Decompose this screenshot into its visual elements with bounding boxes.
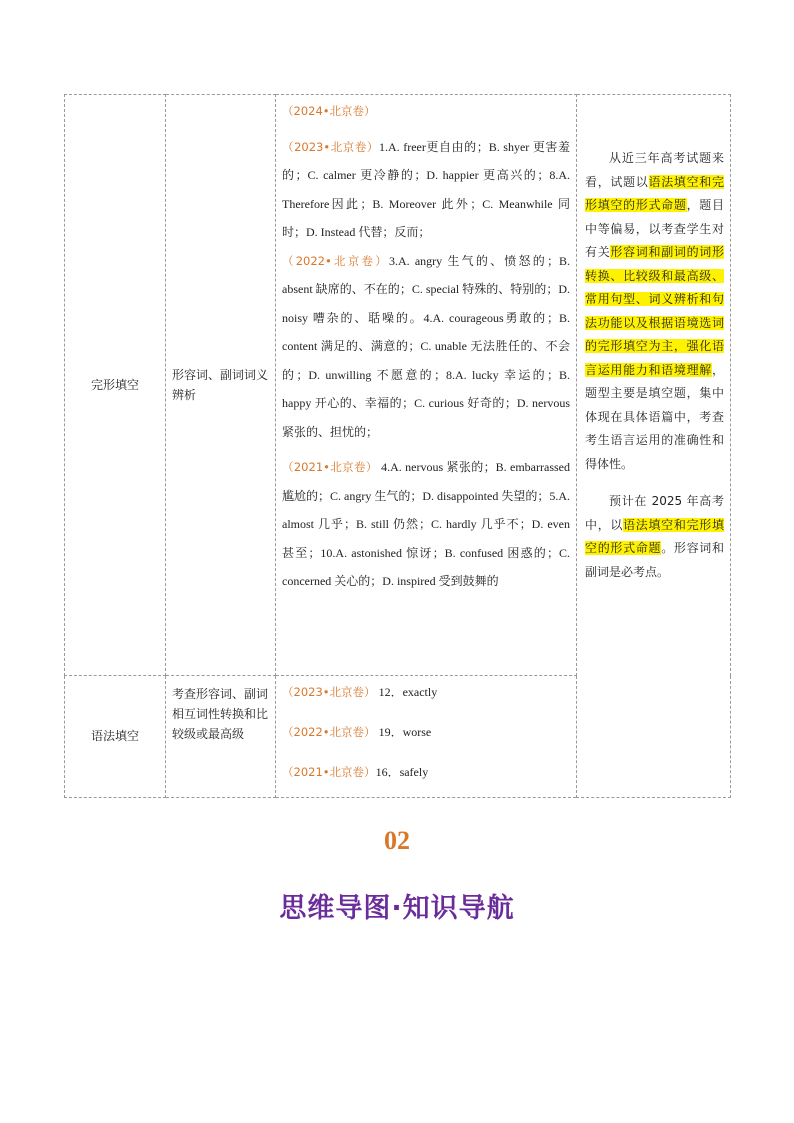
example-entry: （2023•北京卷）1.A. freer更自由的；B. shyer 更害羞的；C. calmer 更冷静的；D. happier 更高兴的；8.A. Therefore因此；B. Moreover 此外；C. Meanwhile 同时；D. Instead 代替；反而；	[282, 139, 570, 239]
example-entry: （2021•北京卷）16．safely	[282, 765, 429, 779]
example-entry: （2022•北京卷）3.A. angry 生气的、愤怒的；B. absent 缺席的、不在的；C. special 特殊的、特别的；D. noisy 嘈杂的、聒噪的。4.A. courageous勇敢的；B. content 满足的、满意的；C. unable 无法胜任的、不会的；D. unwilling 不愿意的；8.A. lucky 幸运的；B. happy 开心的、幸福的；C. curious 好奇的；D. nervous 紧张的、担忧的；	[282, 253, 570, 439]
table-row	[65, 95, 731, 676]
type-cell	[166, 95, 276, 676]
type-cell	[166, 676, 276, 798]
section-number: 02	[384, 826, 410, 855]
analysis-text	[585, 147, 724, 584]
analysis-cell	[577, 95, 731, 798]
analysis-paragraph-2: 预计在 2025 年高考中，以语法填空和完形填空的形式命题。形容词和副词是必考点。	[585, 494, 724, 579]
examples-cell	[276, 95, 577, 676]
section-label: 语法填空	[90, 729, 139, 744]
example-entry: （2022•北京卷） 19．worse	[282, 725, 432, 739]
section-cell	[65, 676, 166, 798]
example-entry: （2024•北京卷）	[282, 104, 376, 118]
examples-cell	[276, 676, 577, 798]
section-cell	[65, 95, 166, 676]
section-heading: 思维导图·知识导航	[279, 893, 515, 924]
example-entry: （2021•北京卷） 4.A. nervous 紧张的；B. embarrassed 尴尬的；C. angry 生气的；D. disappointed 失望的；5.A. almost 几乎；B. still 仍然；C. hardly 几乎不；D. even 甚至；10.A. astonished 惊讶；B. confused 困惑的；C. concerned 关心的；D. inspired 受到鼓舞的	[282, 460, 570, 588]
exam-analysis-table	[64, 94, 731, 798]
question-type: 考查形容词、副词相互词性转换和比较级或最高级	[172, 687, 269, 741]
analysis-paragraph-1: 从近三年高考试题来看，试题以语法填空和完形填空的形式命题，题目中等偏易，以考查学生对有关形容词和副词的词形转换、比较级和最高级、常用句型、词义辨析和句法功能以及根据语境选词的完形填空为主，强化语言运用能力和语境理解，题型主要是填空题，集中体现在具体语篇中，考查考生语言运用的准确性和得体性。	[585, 151, 724, 471]
example-entry: （2023•北京卷） 12．exactly	[282, 685, 438, 699]
question-type: 形容词、副词词义辨析	[172, 368, 269, 402]
section-label: 完形填空	[90, 377, 139, 392]
